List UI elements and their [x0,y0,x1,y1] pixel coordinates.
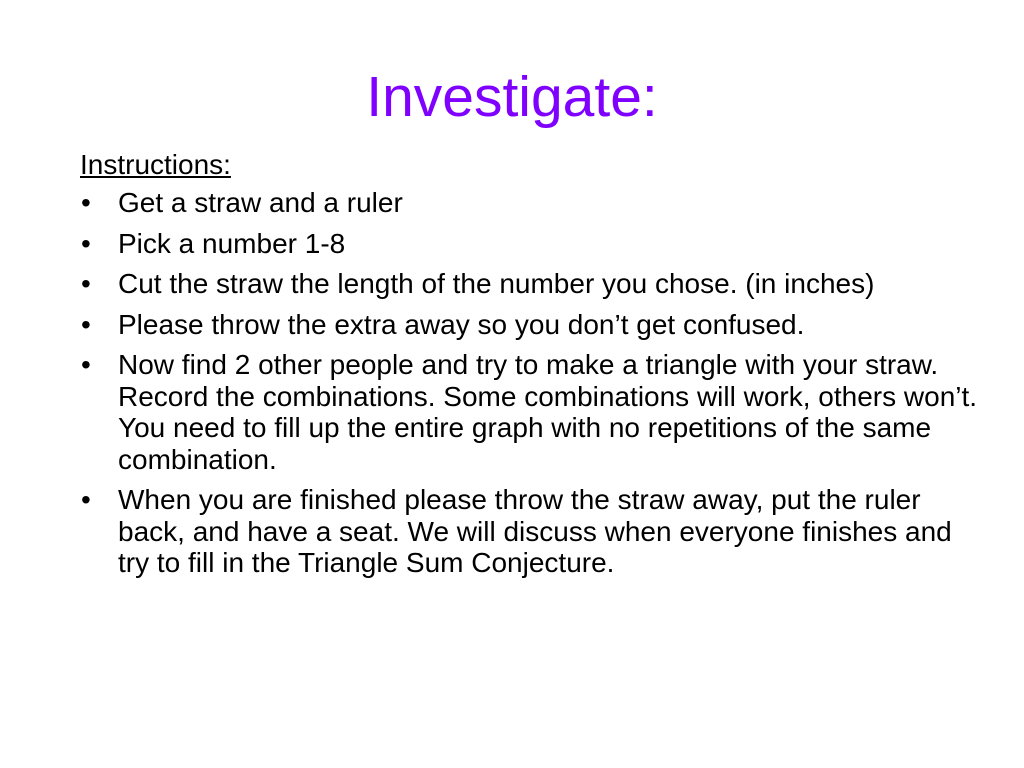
instruction-item [80,349,980,475]
bullet-icon: • [81,484,91,515]
bullet-icon: • [81,268,91,299]
instruction-text: Now find 2 other people and try to make a triangle with your straw. Record the combinations. Some combinations will work, others won’t. You need to fill up the entire graph with no repetitions of the same combination. [118,349,978,475]
instructions-label: Instructions: [80,149,231,180]
instruction-text: When you are finished please throw the straw away, put the ruler back, and have a seat. We will discuss when everyone finishes and try to fill in the Triangle Sum Conjecture. [118,484,952,578]
bullet-icon: • [81,308,91,340]
instruction-item [80,187,980,219]
bullet-icon: • [81,227,91,259]
bullet-icon: • [81,187,91,218]
instruction-text: Pick a number 1-8 [118,227,346,259]
instruction-list [80,187,980,579]
slide-title: Investigate: [366,65,658,129]
slide-body [80,148,980,588]
instruction-item [80,484,980,579]
bullet-icon: • [81,349,91,380]
instruction-text: Cut the straw the length of the number you chose. (in inches) [118,268,875,299]
instruction-text: Please throw the extra away so you don’t get confused. [118,308,805,340]
instruction-text: Get a straw and a ruler [118,187,403,218]
instruction-item [80,309,980,341]
instruction-item [80,228,980,260]
instruction-item [80,268,980,300]
